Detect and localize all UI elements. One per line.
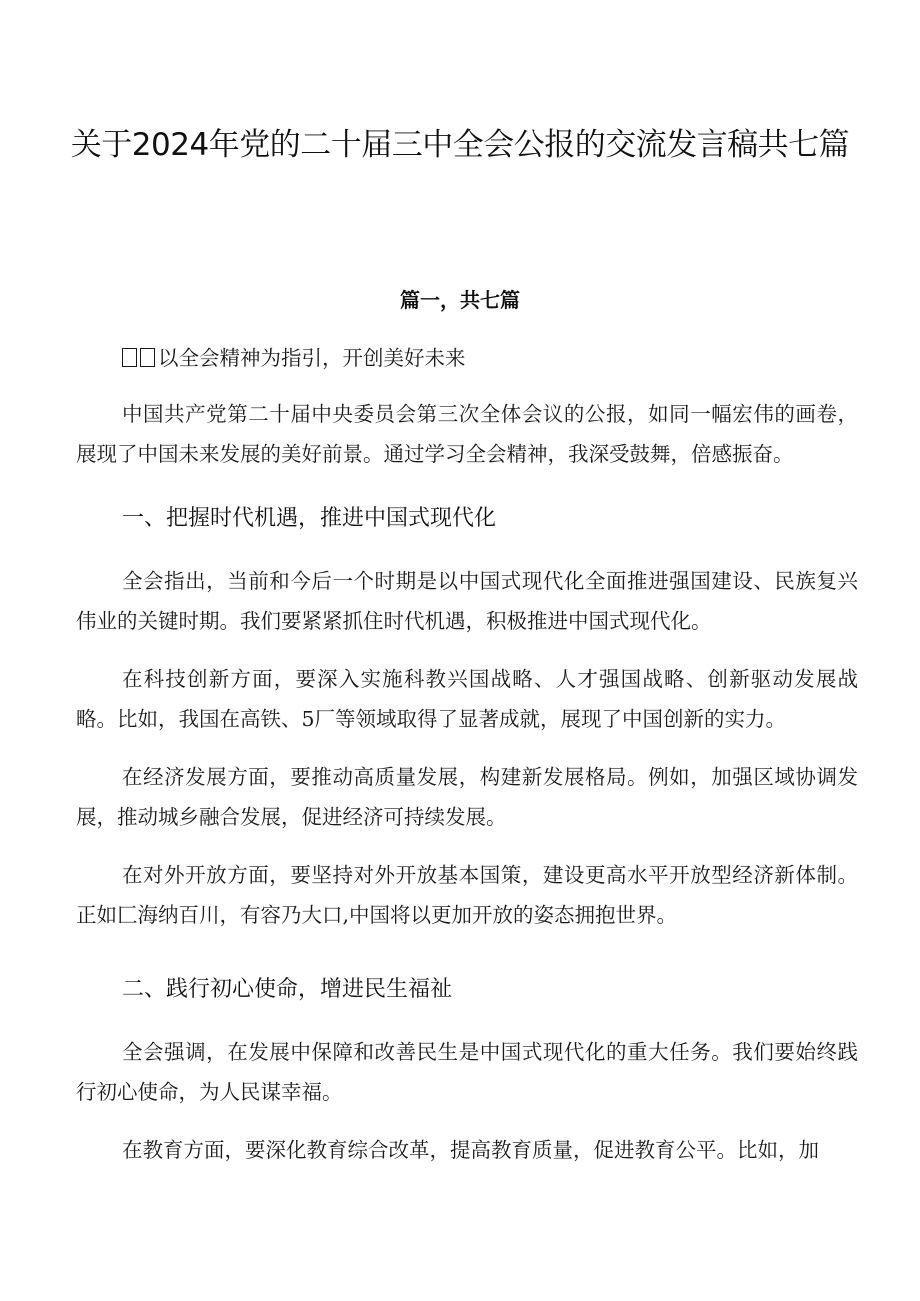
speech-subtitle-text: 以全会精神为指引，开创美好未来 bbox=[158, 346, 466, 370]
body-paragraph: 在科技创新方面，要深入实施科教兴国战略、人才强国战略、创新驱动发展战略。比如，我国在高铁、5厂等领域取得了显著成就，展现了中国创新的实力。 bbox=[76, 667, 858, 731]
missing-character-box-icon bbox=[122, 348, 137, 367]
speech-subtitle bbox=[122, 340, 466, 376]
missing-character-box-icon bbox=[140, 348, 155, 367]
body-paragraph: 在经济发展方面，要推动高质量发展，构建新发展格局。例如，加强区域协调发展，推动城乡融合发展，促进经济可持续发展。 bbox=[76, 765, 858, 829]
body-paragraph: 全会强调，在发展中保障和改善民生是中国式现代化的重大任务。我们要始终践行初心使命，为人民谋幸福。 bbox=[76, 1040, 858, 1104]
section-label: 篇一，共七篇 bbox=[400, 288, 520, 312]
intro-paragraph: 中国共产党第二十届中央委员会第三次全体会议的公报，如同一幅宏伟的画卷，展现了中国未来发展的美好前景。通过学习全会精神，我深受鼓舞，倍感振奋。 bbox=[76, 402, 858, 466]
section-heading-1: 一、把握时代机遇，推进中国式现代化 bbox=[122, 506, 497, 531]
body-paragraph: 在对外开放方面，要坚持对外开放基本国策，建设更高水平开放型经济新体制。正如匚海纳百川，有容乃大口,中国将以更加开放的姿态拥抱世界。 bbox=[76, 863, 858, 927]
section-heading-2: 二、践行初心使命，增进民生福祉 bbox=[122, 977, 453, 1002]
document-title: 关于2024年党的二十届三中全会公报的交流发言稿共七篇 bbox=[70, 127, 850, 163]
body-paragraph: 全会指出，当前和今后一个时期是以中国式现代化全面推进强国建设、民族复兴伟业的关键时期。我们要紧紧抓住时代机遇，积极推进中国式现代化。 bbox=[76, 569, 858, 633]
body-paragraph: 在教育方面，要深化教育综合改革，提高教育质量，促进教育公平。比如，加 bbox=[122, 1138, 819, 1162]
